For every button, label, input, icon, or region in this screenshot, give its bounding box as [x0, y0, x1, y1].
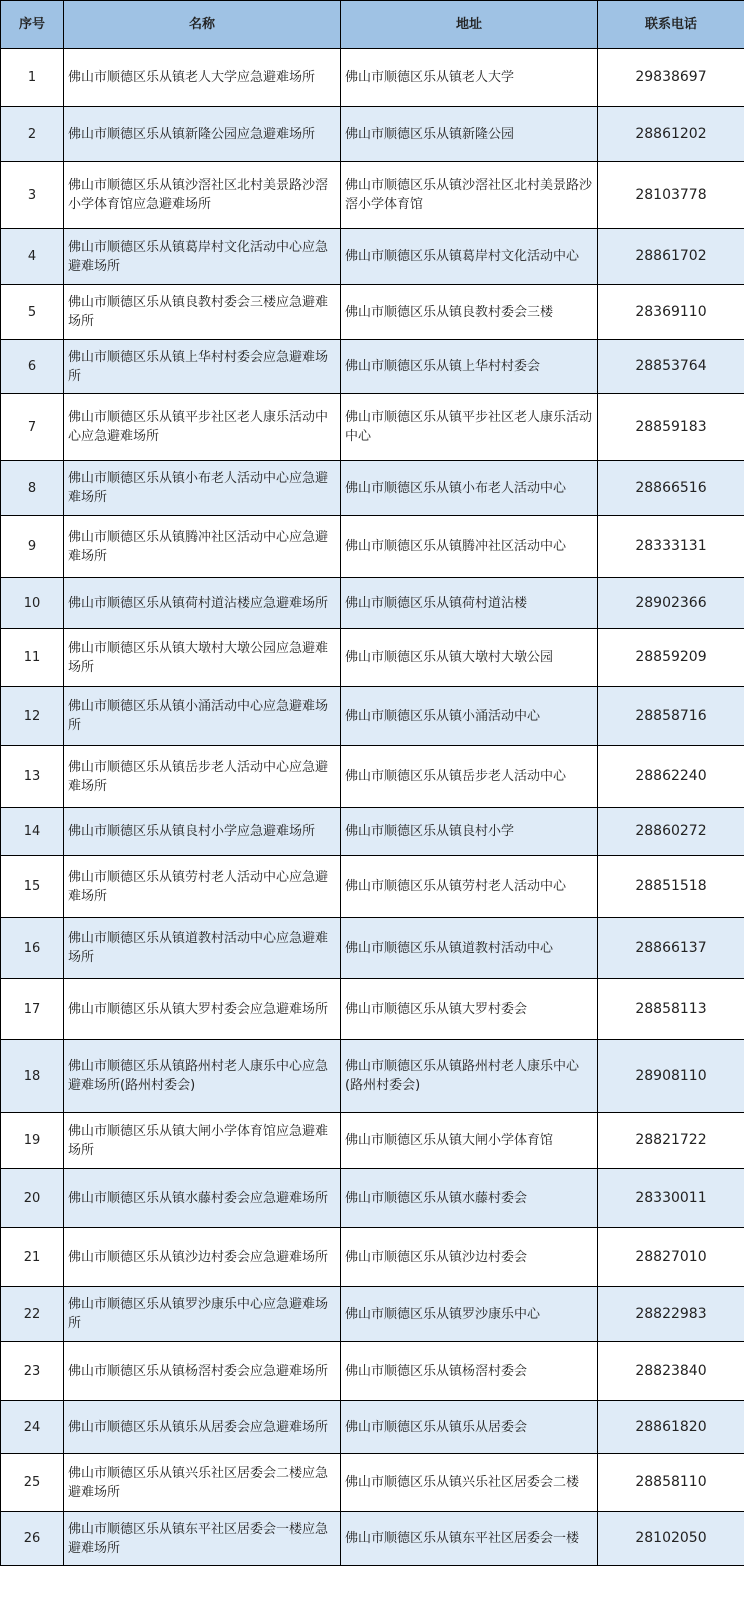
table-row: [1, 1040, 744, 1113]
table-row: [1, 229, 744, 285]
table-row: [1, 461, 744, 516]
cell-address: 佛山市顺德区乐从镇路州村老人康乐中心(路州村委会): [341, 1040, 598, 1113]
table-row: [1, 107, 744, 162]
header-address: 地址: [341, 1, 598, 49]
cell-index: 14: [1, 808, 64, 856]
cell-index: 25: [1, 1454, 64, 1512]
cell-address: 佛山市顺德区乐从镇沙边村委会: [341, 1228, 598, 1287]
table-row: [1, 1512, 744, 1566]
table-header: [1, 1, 744, 49]
table-row: [1, 1454, 744, 1512]
cell-address: 佛山市顺德区乐从镇兴乐社区居委会二楼: [341, 1454, 598, 1512]
table-row: [1, 979, 744, 1040]
cell-index: 11: [1, 629, 64, 687]
cell-name: 佛山市顺德区乐从镇岳步老人活动中心应急避难场所: [64, 746, 341, 808]
cell-index: 5: [1, 285, 64, 340]
cell-name: 佛山市顺德区乐从镇乐从居委会应急避难场所: [64, 1401, 341, 1454]
cell-address: 佛山市顺德区乐从镇良教村委会三楼: [341, 285, 598, 340]
header-phone: 联系电话: [598, 1, 744, 49]
table-row: [1, 1113, 744, 1169]
table-row: [1, 1287, 744, 1342]
cell-index: 4: [1, 229, 64, 285]
cell-address: 佛山市顺德区乐从镇水藤村委会: [341, 1169, 598, 1228]
cell-index: 16: [1, 918, 64, 979]
cell-address: 佛山市顺德区乐从镇新隆公园: [341, 107, 598, 162]
cell-name: 佛山市顺德区乐从镇小涌活动中心应急避难场所: [64, 687, 341, 746]
cell-phone: 28330011: [598, 1169, 744, 1228]
cell-index: 6: [1, 340, 64, 394]
cell-name: 佛山市顺德区乐从镇沙边村委会应急避难场所: [64, 1228, 341, 1287]
cell-name: 佛山市顺德区乐从镇上华村村委会应急避难场所: [64, 340, 341, 394]
cell-name: 佛山市顺德区乐从镇小布老人活动中心应急避难场所: [64, 461, 341, 516]
cell-address: 佛山市顺德区乐从镇杨滘村委会: [341, 1342, 598, 1401]
cell-phone: 28859183: [598, 394, 744, 461]
table-row: [1, 629, 744, 687]
cell-phone: 28858110: [598, 1454, 744, 1512]
cell-address: 佛山市顺德区乐从镇葛岸村文化活动中心: [341, 229, 598, 285]
cell-index: 13: [1, 746, 64, 808]
cell-phone: 28860272: [598, 808, 744, 856]
cell-phone: 28823840: [598, 1342, 744, 1401]
cell-phone: 28853764: [598, 340, 744, 394]
cell-index: 10: [1, 578, 64, 629]
cell-phone: 28369110: [598, 285, 744, 340]
table-row: [1, 1169, 744, 1228]
cell-name: 佛山市顺德区乐从镇大闸小学体育馆应急避难场所: [64, 1113, 341, 1169]
cell-address: 佛山市顺德区乐从镇道教村活动中心: [341, 918, 598, 979]
cell-address: 佛山市顺德区乐从镇大罗村委会: [341, 979, 598, 1040]
cell-address: 佛山市顺德区乐从镇荷村道沾楼: [341, 578, 598, 629]
cell-address: 佛山市顺德区乐从镇老人大学: [341, 49, 598, 107]
cell-index: 7: [1, 394, 64, 461]
cell-address: 佛山市顺德区乐从镇大闸小学体育馆: [341, 1113, 598, 1169]
table-row: [1, 516, 744, 578]
table-row: [1, 394, 744, 461]
cell-phone: 28861820: [598, 1401, 744, 1454]
table-row: [1, 687, 744, 746]
cell-phone: 28866516: [598, 461, 744, 516]
cell-address: 佛山市顺德区乐从镇大墩村大墩公园: [341, 629, 598, 687]
cell-name: 佛山市顺德区乐从镇大墩村大墩公园应急避难场所: [64, 629, 341, 687]
cell-name: 佛山市顺德区乐从镇沙滘社区北村美景路沙滘小学体育馆应急避难场所: [64, 162, 341, 229]
cell-name: 佛山市顺德区乐从镇良教村委会三楼应急避难场所: [64, 285, 341, 340]
table-row: [1, 808, 744, 856]
cell-address: 佛山市顺德区乐从镇良村小学: [341, 808, 598, 856]
cell-index: 21: [1, 1228, 64, 1287]
cell-phone: 28862240: [598, 746, 744, 808]
cell-address: 佛山市顺德区乐从镇平步社区老人康乐活动中心: [341, 394, 598, 461]
cell-phone: 28827010: [598, 1228, 744, 1287]
cell-phone: 28333131: [598, 516, 744, 578]
cell-name: 佛山市顺德区乐从镇新隆公园应急避难场所: [64, 107, 341, 162]
cell-phone: 28861202: [598, 107, 744, 162]
table-row: [1, 340, 744, 394]
table-row: [1, 918, 744, 979]
cell-name: 佛山市顺德区乐从镇水藤村委会应急避难场所: [64, 1169, 341, 1228]
cell-index: 22: [1, 1287, 64, 1342]
cell-phone: 28103778: [598, 162, 744, 229]
table-row: [1, 1228, 744, 1287]
cell-index: 15: [1, 856, 64, 918]
header-index: 序号: [1, 1, 64, 49]
table-row: [1, 285, 744, 340]
table-row: [1, 578, 744, 629]
cell-name: 佛山市顺德区乐从镇杨滘村委会应急避难场所: [64, 1342, 341, 1401]
cell-index: 12: [1, 687, 64, 746]
cell-phone: 28858113: [598, 979, 744, 1040]
cell-name: 佛山市顺德区乐从镇道教村活动中心应急避难场所: [64, 918, 341, 979]
cell-index: 2: [1, 107, 64, 162]
cell-phone: 28902366: [598, 578, 744, 629]
cell-index: 3: [1, 162, 64, 229]
cell-index: 17: [1, 979, 64, 1040]
cell-address: 佛山市顺德区乐从镇沙滘社区北村美景路沙滘小学体育馆: [341, 162, 598, 229]
cell-index: 18: [1, 1040, 64, 1113]
cell-name: 佛山市顺德区乐从镇良村小学应急避难场所: [64, 808, 341, 856]
cell-phone: 28851518: [598, 856, 744, 918]
cell-address: 佛山市顺德区乐从镇腾冲社区活动中心: [341, 516, 598, 578]
cell-index: 1: [1, 49, 64, 107]
cell-name: 佛山市顺德区乐从镇老人大学应急避难场所: [64, 49, 341, 107]
table-row: [1, 1401, 744, 1454]
cell-phone: 29838697: [598, 49, 744, 107]
cell-index: 8: [1, 461, 64, 516]
cell-name: 佛山市顺德区乐从镇东平社区居委会一楼应急避难场所: [64, 1512, 341, 1566]
cell-name: 佛山市顺德区乐从镇大罗村委会应急避难场所: [64, 979, 341, 1040]
table-row: [1, 162, 744, 229]
cell-phone: 28858716: [598, 687, 744, 746]
cell-name: 佛山市顺德区乐从镇腾冲社区活动中心应急避难场所: [64, 516, 341, 578]
cell-name: 佛山市顺德区乐从镇路州村老人康乐中心应急避难场所(路州村委会): [64, 1040, 341, 1113]
cell-index: 19: [1, 1113, 64, 1169]
cell-address: 佛山市顺德区乐从镇东平社区居委会一楼: [341, 1512, 598, 1566]
cell-index: 9: [1, 516, 64, 578]
cell-address: 佛山市顺德区乐从镇小涌活动中心: [341, 687, 598, 746]
table-row: [1, 49, 744, 107]
cell-index: 23: [1, 1342, 64, 1401]
cell-name: 佛山市顺德区乐从镇平步社区老人康乐活动中心应急避难场所: [64, 394, 341, 461]
table-row: [1, 856, 744, 918]
header-name: 名称: [64, 1, 341, 49]
cell-phone: 28908110: [598, 1040, 744, 1113]
table-row: [1, 1342, 744, 1401]
cell-name: 佛山市顺德区乐从镇劳村老人活动中心应急避难场所: [64, 856, 341, 918]
cell-phone: 28859209: [598, 629, 744, 687]
table-row: [1, 746, 744, 808]
cell-address: 佛山市顺德区乐从镇劳村老人活动中心: [341, 856, 598, 918]
table-body: [1, 49, 744, 1566]
cell-index: 26: [1, 1512, 64, 1566]
cell-address: 佛山市顺德区乐从镇乐从居委会: [341, 1401, 598, 1454]
cell-name: 佛山市顺德区乐从镇葛岸村文化活动中心应急避难场所: [64, 229, 341, 285]
cell-address: 佛山市顺德区乐从镇小布老人活动中心: [341, 461, 598, 516]
cell-address: 佛山市顺德区乐从镇上华村村委会: [341, 340, 598, 394]
cell-phone: 28821722: [598, 1113, 744, 1169]
cell-index: 24: [1, 1401, 64, 1454]
cell-phone: 28102050: [598, 1512, 744, 1566]
cell-phone: 28822983: [598, 1287, 744, 1342]
cell-name: 佛山市顺德区乐从镇荷村道沾楼应急避难场所: [64, 578, 341, 629]
cell-index: 20: [1, 1169, 64, 1228]
cell-address: 佛山市顺德区乐从镇岳步老人活动中心: [341, 746, 598, 808]
cell-name: 佛山市顺德区乐从镇罗沙康乐中心应急避难场所: [64, 1287, 341, 1342]
cell-address: 佛山市顺德区乐从镇罗沙康乐中心: [341, 1287, 598, 1342]
cell-phone: 28861702: [598, 229, 744, 285]
cell-phone: 28866137: [598, 918, 744, 979]
cell-name: 佛山市顺德区乐从镇兴乐社区居委会二楼应急避难场所: [64, 1454, 341, 1512]
